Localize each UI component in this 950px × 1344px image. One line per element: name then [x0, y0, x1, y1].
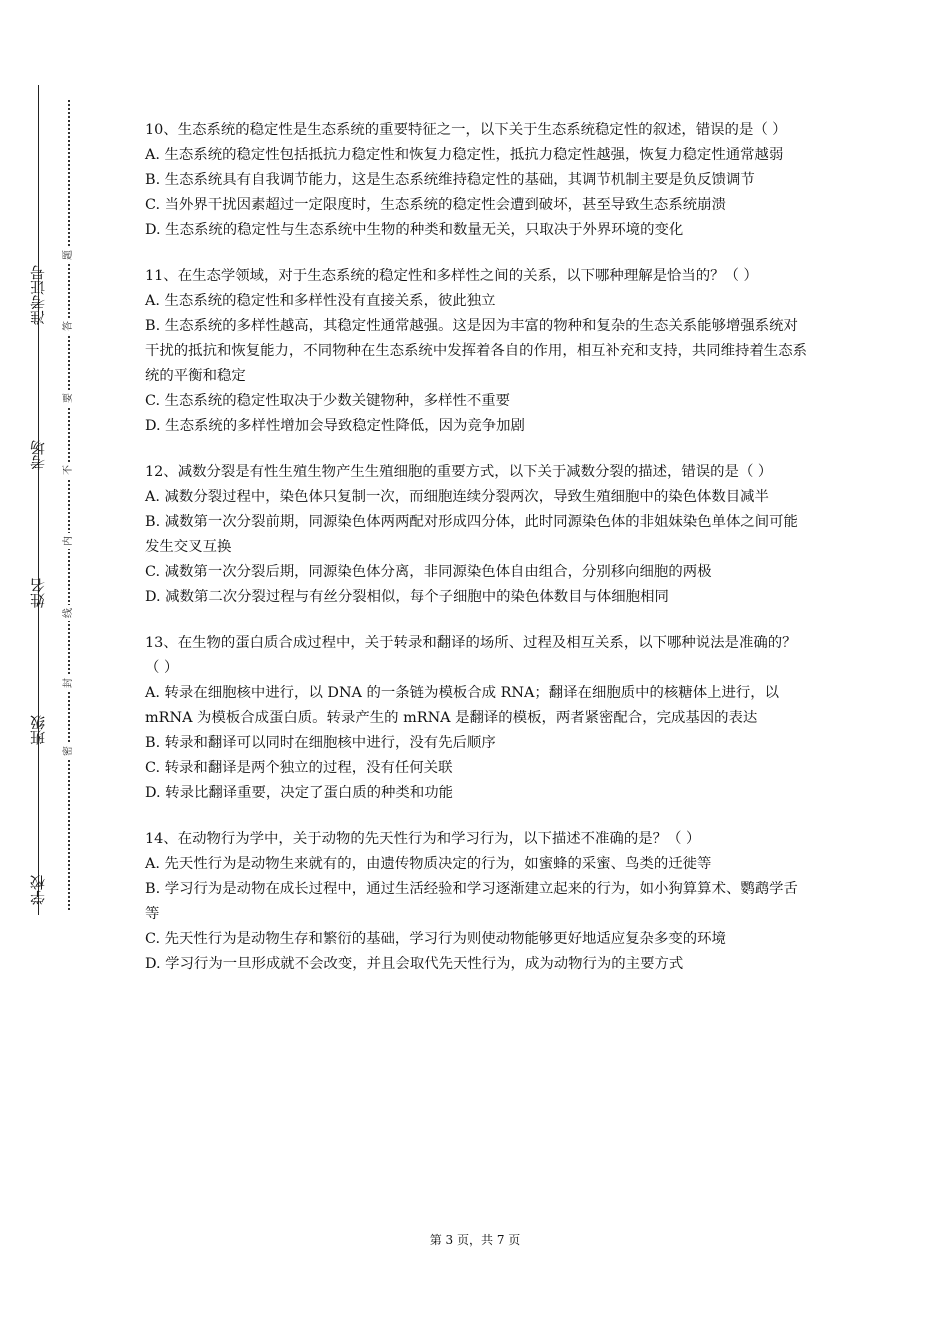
option-c: C. 转录和翻译是两个独立的过程，没有任何关联 — [145, 760, 453, 776]
question-stem: 13、在生物的蛋白质合成过程中，关于转录和翻译的场所、过程及相互关系，以下哪种说法是准确的？（ ） — [145, 635, 797, 676]
option-a: A. 转录在细胞核中进行，以 DNA 的一条链为模板合成 RNA；翻译在细胞质中的核糖体上进行，以 mRNA 为模板合成蛋白质。转录产生的 mRNA 是翻译的模板，两者紧密配合，完成基因的表达 — [145, 685, 780, 726]
question-12 — [145, 460, 810, 610]
question-10 — [145, 118, 810, 243]
exam-number-label: 准考证号 — [29, 265, 47, 325]
option-a: A. 生态系统的稳定性和多样性没有直接关系，彼此独立 — [145, 293, 496, 309]
option-c: C. 生态系统的稳定性取决于少数关键物种，多样性不重要 — [145, 393, 511, 409]
question-list — [145, 118, 810, 998]
seal-char: 封 — [61, 675, 77, 691]
option-d: D. 学习行为一旦形成就不会改变，并且会取代先天性行为，成为动物行为的主要方式 — [145, 956, 684, 972]
option-d: D. 转录比翻译重要，决定了蛋白质的种类和功能 — [145, 785, 453, 801]
question-stem: 10、生态系统的稳定性是生态系统的重要特征之一，以下关于生态系统稳定性的叙述，错误的是（ ） — [145, 122, 787, 138]
page-number: 第 3 页，共 7 页 — [429, 1233, 521, 1247]
question-stem: 14、在动物行为学中，关于动物的先天性行为和学习行为，以下描述不准确的是？（ ） — [145, 831, 701, 847]
option-a: A. 先天性行为是动物生来就有的，由遗传物质决定的行为，如蜜蜂的采蜜、鸟类的迁徙等 — [145, 856, 712, 872]
option-b: B. 学习行为是动物在成长过程中，通过生活经验和学习逐渐建立起来的行为，如小狗算算术、鹦鹉学舌等 — [145, 881, 798, 922]
question-14 — [145, 827, 810, 977]
name-label: 姓名 — [29, 578, 47, 608]
option-c: C. 先天性行为是动物生存和繁衍的基础，学习行为则使动物能够更好地适应复杂多变的环境 — [145, 931, 726, 947]
fill-in-line — [38, 85, 39, 915]
question-11 — [145, 264, 810, 439]
seal-dotted-line — [68, 100, 70, 910]
seal-char: 答 — [61, 318, 77, 334]
option-d: D. 生态系统的多样性增加会导致稳定性降低，因为竞争加剧 — [145, 418, 525, 434]
question-stem: 12、减数分裂是有性生殖生物产生生殖细胞的重要方式，以下关于减数分裂的描述，错误的是（ ） — [145, 464, 773, 480]
option-d: D. 生态系统的稳定性与生态系统中生物的种类和数量无关，只取决于外界环境的变化 — [145, 222, 684, 238]
option-a: A. 减数分裂过程中，染色体只复制一次，而细胞连续分裂两次，导致生殖细胞中的染色体数目减半 — [145, 489, 769, 505]
seal-char: 不 — [61, 462, 77, 478]
option-d: D. 减数第二次分裂过程与有丝分裂相似，每个子细胞中的染色体数目与体细胞相同 — [145, 589, 669, 605]
option-b: B. 生态系统的多样性越高，其稳定性通常越强。这是因为丰富的物种和复杂的生态关系能够增强系统对干扰的抵抗和恢复能力，不同物种在生态系统中发挥着各自的作用，相互补充和支持，共同维持着生态系统的平衡和稳定 — [145, 318, 807, 384]
question-13 — [145, 631, 810, 806]
seal-char: 密 — [61, 743, 77, 759]
seal-char: 内 — [61, 533, 77, 549]
option-b: B. 生态系统具有自我调节能力，这是生态系统维持稳定性的基础，其调节机制主要是负反馈调节 — [145, 172, 755, 188]
exam-room-label: 考场 — [29, 440, 47, 470]
school-label: 学校 — [29, 875, 47, 905]
option-c: C. 减数第一次分裂后期，同源染色体分离，非同源染色体自由组合，分别移向细胞的两极 — [145, 564, 712, 580]
option-b: B. 转录和翻译可以同时在细胞核中进行，没有先后顺序 — [145, 735, 496, 751]
question-stem: 11、在生态学领域，对于生态系统的稳定性和多样性之间的关系，以下哪种理解是恰当的？（ ） — [145, 268, 758, 284]
seal-char: 线 — [61, 605, 77, 621]
option-a: A. 生态系统的稳定性包括抵抗力稳定性和恢复力稳定性，抵抗力稳定性越强，恢复力稳定性通常越弱 — [145, 147, 784, 163]
seal-char: 要 — [61, 390, 77, 406]
option-b: B. 减数第一次分裂前期，同源染色体两两配对形成四分体，此时同源染色体的非姐妹染色单体之间可能发生交叉互换 — [145, 514, 798, 555]
seal-char: 题 — [61, 247, 77, 263]
option-c: C. 当外界干扰因素超过一定限度时，生态系统的稳定性会遭到破坏，甚至导致生态系统崩溃 — [145, 197, 726, 213]
class-label: 班级 — [29, 715, 47, 745]
binding-margin — [0, 0, 120, 1344]
